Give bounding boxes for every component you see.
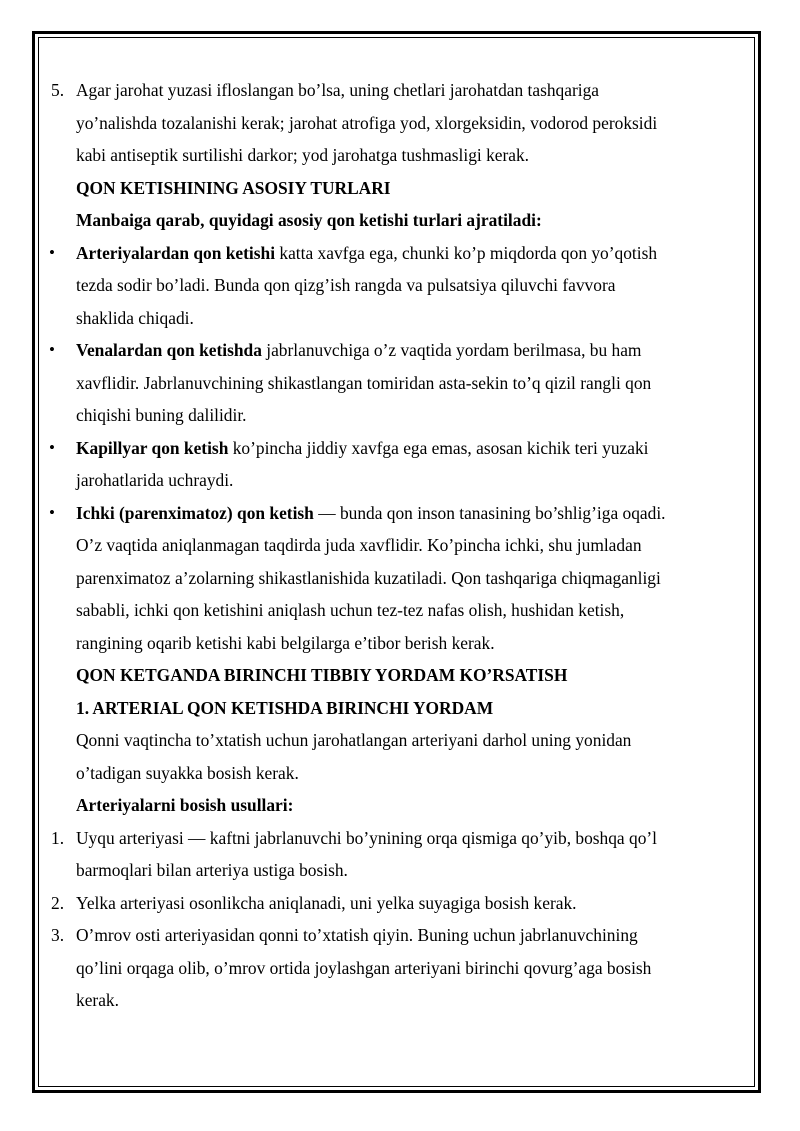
section-intro: Manbaiga qarab, quyidagi asosiy qon ketishi turlari ajratiladi: (76, 210, 542, 230)
bullet-item (0, 334, 800, 367)
text-line: kerak. (76, 990, 119, 1010)
list-number: 1. (51, 827, 65, 848)
text-line: — bunda qon inson tanasining bo’shlig’iga oqadi. (313, 502, 666, 523)
subsection-heading: 1. ARTERIAL QON KETISHDA BIRINCHI YORDAM (76, 697, 494, 718)
text-line: Yelka arteriyasi osonlikcha aniqlanadi, uni yelka suyagiga bosish kerak. (76, 892, 577, 913)
text-line: shaklida chiqadi. (76, 307, 194, 328)
text-line: Qonni vaqtincha to’xtatish uchun jarohatlangan arteriyani darhol uning yonidan (76, 730, 632, 750)
text-line: rangining oqarib ketishi kabi belgilarga e’tibor berish kerak. (76, 632, 495, 653)
list-number: 2. (51, 892, 65, 913)
text-line: kabi antiseptik surtilishi darkor; yod jarohatga tushmasligi kerak. (76, 145, 530, 165)
text-line: barmoqlari bilan arteriya ustiga bosish. (76, 860, 348, 880)
bullet-item (0, 237, 800, 270)
bullet-icon: • (49, 242, 55, 262)
text-line: xavflidir. Jabrlanuvchining shikastlangan tomiridan asta-sekin to’q qizil rangli qon (76, 372, 652, 393)
bullet-term: Kapillyar qon ketish (76, 437, 229, 458)
text-line: o’tadigan suyakka bosish kerak. (76, 762, 299, 783)
section-heading: QON KETISHINING ASOSIY TURLARI (76, 177, 391, 198)
bullet-icon: • (49, 340, 55, 359)
list-item (0, 887, 800, 920)
text-line: Agar jarohat yuzasi ifloslangan bo’lsa, uning chetlari jarohatdan tashqariga (76, 80, 599, 100)
bullet-icon: • (49, 502, 55, 522)
text-line: katta xavfga ega, chunki ko’p miqdorda qon yo’qotish (275, 242, 658, 263)
text-line: Uyqu arteriyasi — kaftni jabrlanuvchi bo’ynining orqa qismiga qo’yib, boshqa qo’l (76, 827, 658, 848)
text-line: ko’pincha jiddiy xavfga ega emas, asosan kichik teri yuzaki (228, 437, 649, 458)
text-line: jabrlanuvchiga o’z vaqtida yordam berilmasa, bu ham (261, 340, 642, 360)
bullet-item (0, 497, 800, 530)
list-item (0, 919, 800, 952)
bullet-term: Ichki (parenximatoz) qon ketish (76, 502, 314, 523)
subsection-heading: Arteriyalarni bosish usullari: (76, 795, 294, 815)
text-line: tezda sodir bo’ladi. Bunda qon qizg’ish rangda va pulsatsiya qiluvchi favvora (76, 275, 616, 295)
text-line: parenximatoz a’zolarning shikastlanishida kuzatiladi. Qon tashqariga chiqmaganligi (76, 567, 661, 588)
text-line: qo’lini orqaga olib, o’mrov ortida joylashgan arteriyani birinchi qovurg’aga bosish (76, 957, 652, 978)
text-line: chiqishi buning dalilidir. (76, 405, 247, 425)
bullet-item (0, 432, 800, 465)
text-line: yo’nalishda tozalanishi kerak; jarohat atrofiga yod, xlorgeksidin, vodorod peroksidi (76, 112, 658, 133)
list-number: 3. (51, 925, 65, 945)
text-line: sababli, ichki qon ketishini aniqlash uchun tez-tez nafas olish, hushidan ketish, (76, 600, 625, 620)
list-number: 5. (51, 80, 65, 100)
bullet-term: Arteriyalardan qon ketishi (76, 242, 276, 263)
text-line: O’z vaqtida aniqlanmagan taqdirda juda xavflidir. Ko’pincha ichki, shu jumladan (76, 535, 642, 555)
text-line: O’mrov osti arteriyasidan qonni to’xtatish qiyin. Buning uchun jabrlanuvchining (76, 925, 638, 945)
text-line: jarohatlarida uchraydi. (76, 470, 234, 490)
bullet-icon: • (49, 437, 55, 457)
list-item-5 (0, 74, 800, 107)
bullet-term: Venalardan qon ketishda (76, 340, 262, 360)
list-item (0, 822, 800, 855)
document-body (0, 74, 800, 1017)
section-heading: QON KETGANDA BIRINCHI TIBBIY YORDAM KO’RSATISH (76, 665, 568, 685)
